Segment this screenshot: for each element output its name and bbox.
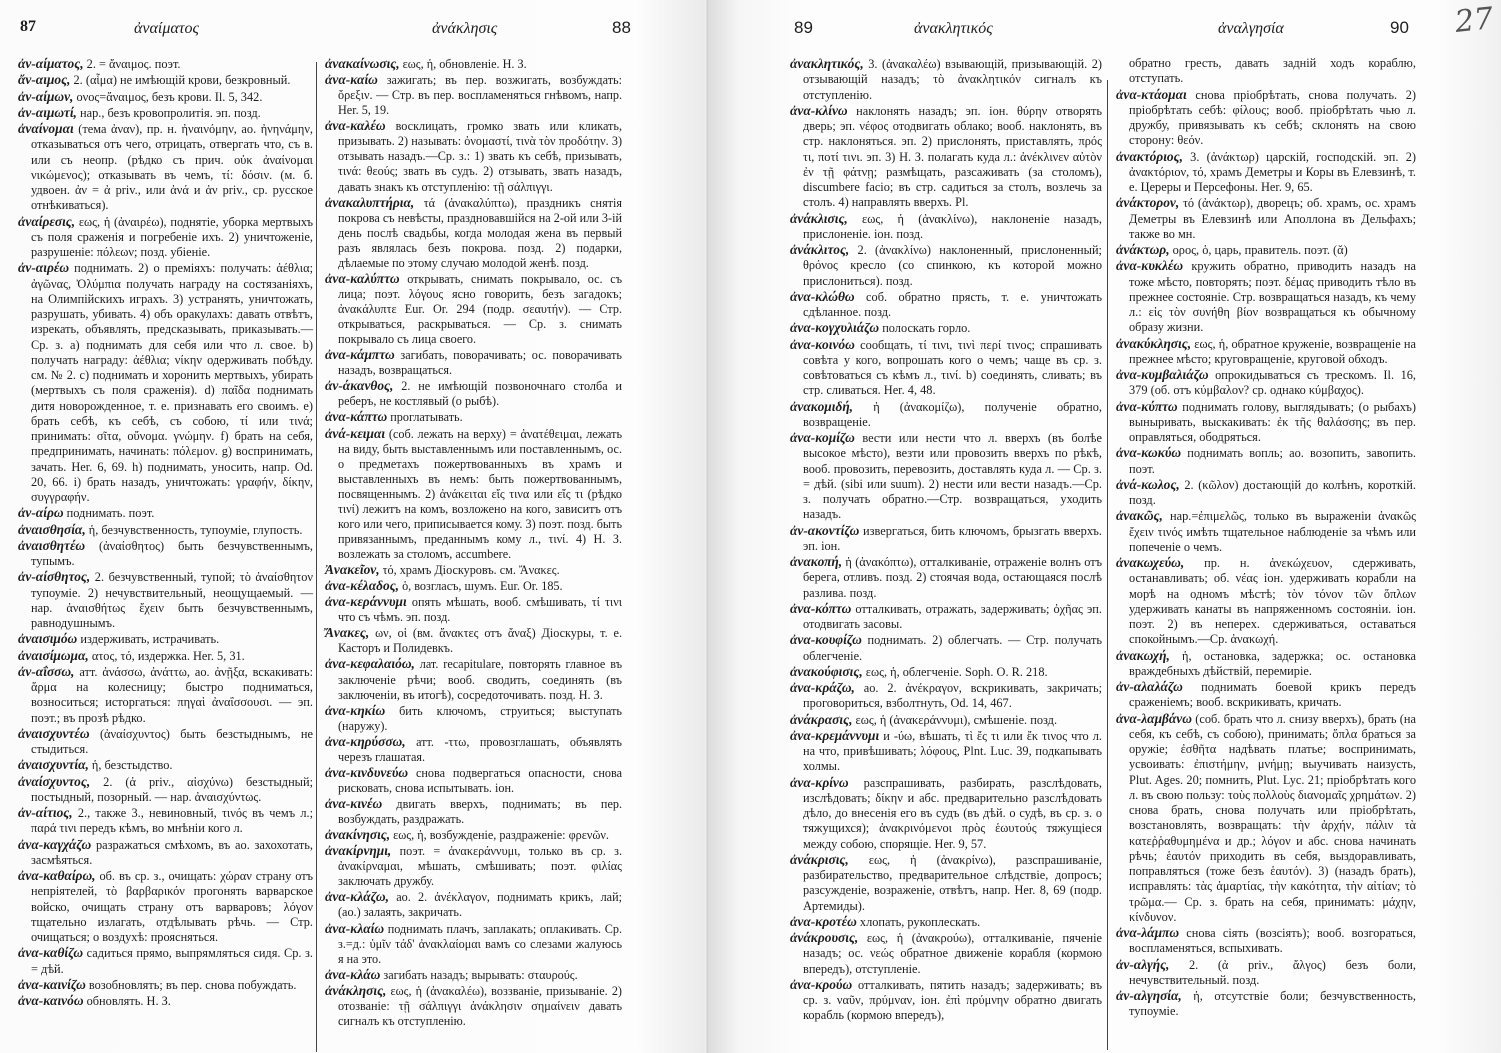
entry-definition: кружить обратно, приводить назадъ на тоже мѣсто, повторять; поэт. δέμας приводить тѣло въ прежнее состояніе. Стр. возвращаться назадъ, къ чему л.: εἰς τὸν συνήθη βίον возвращаться къ обычному образу жизни.: [1129, 259, 1416, 335]
entry-definition: εως, ἡ, обратное круженіе, возвращеніе на прежнее мѣсто; круговращеніе, круговой обходъ.: [1129, 336, 1416, 366]
entry-definition: вести или нести что л. вверхъ (въ болѣе высокое мѣсто), везти или провозить вверхъ по рѣкѣ, вооб. провозить, перевозить, доставлять куда л. — Ср. з. = дѣй. (sibi или suum). 2) нести или вести назадъ.—Ср. з. получать обратно.—Стр. возвращаться, уходить назадъ.: [803, 431, 1102, 522]
dictionary-entry: [18, 977, 313, 993]
dictionary-entry: [18, 121, 313, 214]
entry-definition: ἡ, остановка, задержка; ос. остановка враждебныхъ дѣйствій, перемиріе.: [1129, 648, 1416, 678]
entry-headword: ἀνάκλησις,: [325, 982, 387, 998]
entry-headword: ἀνα-κωκύω: [1116, 445, 1182, 461]
dictionary-entry: [18, 648, 313, 664]
entry-definition: бить ключомъ, струиться; выступать (наружу).: [338, 703, 622, 733]
dictionary-entry: [1116, 477, 1416, 509]
entry-definition: (ἀναίσθητος) быть безчувственнымъ, тупымъ.: [31, 538, 313, 568]
entry-definition: восклицать, громко звать или кликать, призывать. 2) называть: ὀνομαστί, τινὰ τὸν προδότην. 3) отзывать назадъ.—Ср. з.: 1) звать къ себѣ, призывать, τινά: θεούς; звать въ судъ. 2) отзывать, звать назадъ, давать знакъ къ отступленію: τῇ σάλπιγγι.: [338, 119, 622, 194]
dictionary-entry: [790, 664, 1102, 680]
dictionary-entry: [325, 656, 622, 702]
entry-headword: ἀνα-κομίζω: [790, 430, 855, 445]
dictionary-entry: [325, 562, 622, 578]
dictionary-entry: [1116, 711, 1416, 926]
entry-definition: и -ύω, вѣшать, τὶ ἔς τι или ἔκ τινος что л. на что, привѣшивать; λόφους, Plnt. Luc. 39, подкапывать холмы.: [803, 728, 1102, 774]
entry-definition: εως, ἡ (ἀνακρίνω), разспрашиваніе, разбирательство, предварительное слѣдствіе, допросъ; разсужденіе, возраженіе, отвѣтъ, напр. Her. 8, 69 (подр. Артемиды).: [803, 852, 1102, 913]
dictionary-entry: [18, 72, 313, 88]
entry-definition: зажигать; въ пер. возжигать, возбуждать: ὄρεξιν. — Стр. въ пер. воспламеняться гнѣвомъ, напр. Her. 5, 19.: [338, 73, 622, 118]
entry-definition: 2. (ἀ priv., αἰσχύνω) безстыдный; постыдный, позорный. — нар. ἀναισχύντως.: [31, 774, 313, 804]
dictionary-column-3: [790, 56, 1102, 1024]
entry-definition: снова подвергаться опасности, снова рисковать, снова испытывать. іон.: [338, 765, 622, 795]
entry-definition: опрокидываться съ трескомъ. Il. 16, 379 (об. отъ κύμβαλον? ср. однако κύμβαχος).: [1129, 368, 1416, 398]
dictionary-entry: [18, 757, 313, 773]
entry-headword: ἀνα-κυμβαλιάζω: [1116, 367, 1209, 382]
dictionary-entry: [325, 827, 622, 843]
guide-word: ἀναλγησία: [1218, 20, 1284, 37]
dictionary-entry: [18, 664, 313, 726]
entry-headword: ἀνάκρασις,: [790, 711, 853, 727]
entry-headword: ἀνακῶς,: [1116, 508, 1163, 524]
dictionary-entry: [18, 214, 313, 261]
dictionary-entry: [325, 765, 622, 796]
entry-headword: ἀναισχυντία,: [18, 757, 89, 773]
entry-headword: ἀν-αλγής,: [1116, 956, 1170, 972]
entry-headword: ἀν-αίμων,: [18, 88, 74, 104]
entry-definition: поэт. = ἀνακεράννυμι, только въ ср. з. ἀνακίρναμαι, мѣшать, смѣшивать; поэт. φιλίας заключать дружбу.: [338, 844, 622, 889]
dictionary-entry: [1116, 555, 1416, 648]
entry-headword: ἀνακοπή,: [790, 554, 843, 569]
entry-headword: ἀν-αλγησία,: [1116, 988, 1182, 1003]
entry-definition: полоскать горло.: [879, 321, 971, 336]
dictionary-entry: [790, 554, 1102, 601]
dictionary-entry: [790, 399, 1102, 431]
column-divider: [316, 62, 317, 1052]
entry-headword: ἀνακίνησις,: [325, 827, 391, 843]
dictionary-entry: [18, 260, 313, 505]
entry-headword: ἀν-άκανθος,: [325, 378, 394, 394]
dictionary-entry: [325, 195, 622, 271]
column-divider: [1107, 80, 1108, 1050]
entry-headword: ἀνα-κάμπτω: [325, 347, 395, 363]
entry-headword: ἀνα-λαμβάνω: [1116, 710, 1192, 726]
entry-definition: извергаться, бить ключомъ, брызгать вверхъ. эп. іон.: [803, 523, 1102, 553]
dictionary-entry: [18, 505, 313, 521]
dictionary-entry: [325, 921, 622, 967]
entry-definition: εως, ἡ (ἀνακαλέω), воззваніе, призываніе. 2) отозваніе: τῇ σάλπιγγι ἀνάκλησιν σημαίνειν давать сигналъ къ отступленію.: [338, 983, 622, 1028]
entry-headword: ἀνα-κλαίω: [325, 920, 385, 936]
guide-word: ἀνακλητικός: [914, 20, 993, 37]
entry-headword: ἀνα-κτάομαι: [1116, 86, 1187, 102]
entry-definition: поднимать. 2) облегчать. — Стр. получать облегченіе.: [803, 633, 1102, 663]
dictionary-entry: [18, 89, 313, 105]
dictionary-entry: [1116, 87, 1416, 149]
dictionary-entry: [325, 734, 622, 765]
guide-word: ἀναίματος: [134, 20, 199, 37]
dictionary-entry: [18, 726, 313, 758]
entry-headword: ἀνάκλισις,: [790, 210, 848, 226]
entry-headword: ἀνάκρισις,: [790, 851, 849, 867]
dictionary-column-2: [325, 56, 622, 1029]
dictionary-entry: [1116, 195, 1416, 242]
dictionary-entry: [790, 601, 1102, 633]
entry-headword: ἀνακαλυπτήρια,: [325, 194, 415, 210]
entry-headword: ἀνα-κογχυλιάζω: [790, 320, 880, 336]
dictionary-entry: [790, 211, 1102, 243]
entry-headword: ἀναισθησία,: [18, 521, 86, 537]
entry-definition: соб. обратно прясть, т. е. уничтожать сдѣланное. позд.: [803, 289, 1102, 319]
entry-headword: ἀνα-κρίνω: [790, 774, 849, 790]
entry-definition: 2., также 3., невиновный, τινός въ чемъ л.; παρά τινι передъ кѣмъ, во мнѣніи кого л.: [31, 806, 313, 836]
entry-headword: ἀνακωχή,: [1116, 647, 1170, 663]
entry-definition: τό (ἀνάκτωρ), дворецъ; об. храмъ, ос. храмъ Деметры въ Елевзинѣ или Аполлона въ Дельфахъ; также во мн.: [1129, 196, 1416, 241]
entry-headword: ἀναίσχυντος,: [18, 773, 91, 789]
dictionary-entry: [325, 889, 622, 920]
entry-definition: ἡ (ἀνακόπτω), отталкиваніе, отраженіе волнъ отъ берега, отливъ. позд. 2) стоячая вода, остающаяся послѣ разлива. позд.: [803, 555, 1102, 600]
entry-definition: загибать назадъ; вырывать: σταυρούς.: [380, 967, 578, 982]
dictionary-entry: [790, 289, 1102, 321]
dictionary-entry: [790, 712, 1102, 728]
entry-headword: ἀνα-κλάζω,: [325, 889, 389, 905]
entry-definition: (соб. лежать на верху) = ἀνατέθειμαι, лежать на виду, быть выставленнымъ или поставленнымъ, ос. о предметахъ пожертвованныхъ въ храмъ и выставленныхъ въ немъ: быть пожертвованнымъ, посвященнымъ. 2) ἀνάκειται εἴς τινα или εἴς τι (рѣдко τινί) лежитъ на комъ, возложено на кого, зависитъ отъ кого или чего, приписывается кому. 3) поэт. позд. быть привязаннымъ, преданнымъ кому л., τινί. 4) Н. З. возлежать за столомъ, accumbere.: [338, 426, 622, 561]
dictionary-entry: [790, 56, 1102, 103]
entry-headword: ἀνα-κινδυνεύω: [325, 764, 409, 780]
entry-definition: ао. 2. ἀνέκλαγον, поднимать крикъ, лай; (ао.) залаять, закричать.: [338, 890, 622, 920]
entry-definition: атт. -ττω, провозглашать, объявлять черезъ глашатая.: [338, 734, 622, 764]
entry-definition: снова сіять (возсіять); вооб. возгораться, воспламеняться, вспыхивать.: [1129, 926, 1416, 956]
entry-headword: ἀνά-κειμαι: [325, 425, 386, 441]
dictionary-entry: [325, 594, 622, 625]
dictionary-entry: [18, 569, 313, 631]
entry-headword: Ἀνακεῖον,: [325, 562, 380, 578]
entry-headword: ἀναισιμόω: [18, 631, 78, 647]
dictionary-entry: [18, 993, 313, 1009]
entry-headword: ἀν-ακοντίζω: [790, 522, 860, 538]
entry-definition: ὁ, возгласъ, шумъ. Eur. Or. 185.: [399, 579, 563, 594]
dictionary-column-4: [1116, 56, 1416, 1020]
dictionary-entry: [325, 271, 622, 347]
entry-headword: ἀνακίρνημι,: [325, 843, 392, 859]
entry-definition: 3. (ἀνακαλέω) взывающій, призывающій. 2) отзывающій назадъ; τὸ ἀνακλητικόν сигналъ къ отступленію.: [803, 57, 1102, 102]
entry-definition: снова пріобрѣтать, снова получать. 2) пріобрѣтать себѣ: φίλους; вооб. пріобрѣтать чью л. дружбу, привязывать къ себѣ; склонять на свою сторону: θεόν.: [1129, 87, 1416, 148]
entry-definition: εως, ἡ (ἀναιρέω), поднятіе, уборка мертвыхъ съ поля сраженія и погребеніе ихъ. 2) уничтоженіе, разрушеніе: πόλεων; позд. убіеніе.: [31, 214, 313, 259]
dictionary-entry: [1116, 242, 1416, 258]
dictionary-entry: [1116, 258, 1416, 335]
entry-definition: ἡ, безстыдство.: [88, 758, 173, 773]
dictionary-entry: [18, 538, 313, 570]
dictionary-entry: [790, 103, 1102, 211]
dictionary-entry: [790, 914, 1102, 930]
dictionary-entry: [790, 242, 1102, 289]
dictionary-entry: [790, 320, 1102, 336]
entry-headword: ἀν-αίτιος,: [18, 805, 73, 820]
entry-headword: ἀνα-λάμπω: [1116, 925, 1180, 940]
entry-definition: εως, ἡ (ἀνακεράννυμι), смѣшеніе. позд.: [852, 712, 1058, 727]
entry-headword: ἀνα-καθαίρω,: [18, 868, 96, 883]
dictionary-entry: [790, 728, 1102, 775]
entry-headword: ἀνάκλιτος,: [790, 242, 850, 257]
dictionary-entry: [325, 56, 622, 72]
entry-definition: поднимать плачъ, заплакать; оплакивать. Ср. з.=д.: ὑμῖν τάδ' ἀνακλαίομαι вамъ со слезами жалуюсь я на это.: [338, 921, 622, 966]
dictionary-entry: [325, 843, 622, 889]
entry-definition: ατος, τό, издержка. Her. 5, 31.: [88, 648, 245, 663]
entry-headword: ἀνα-καινίζω: [18, 976, 86, 992]
entry-definition: возобновлять; въ пер. снова побуждать.: [85, 977, 297, 992]
dictionary-column-1: [18, 56, 313, 1009]
entry-headword: ἀνα-καίω: [325, 72, 378, 88]
entry-headword: ἀν-αιμωτί,: [18, 104, 77, 120]
entry-definition: проглатывать.: [387, 410, 463, 425]
entry-definition: атт. ἀνάσσω, ἀνάττω, ао. ἀνῇξα, вскакивать: ἅρμα на колесницу; быстро подниматься, возноситься; исторгаться: πηγαὶ ἀναΐσσουσι. — эп. поэт.; въ прозѣ рѣдко.: [31, 664, 313, 725]
dictionary-entry: [1116, 399, 1416, 446]
dictionary-entry: [790, 680, 1102, 712]
dictionary-entry: [790, 775, 1102, 852]
dictionary-entry: [790, 930, 1102, 977]
entry-definition: (соб. брать что л. снизу вверхъ), брать (на себя, къ себѣ, съ собою), принимать; ὅπλα браться за оружіе; ἐσθῆτα надѣвать платье; воспринимать, усвоивать: ἐπιστήμην, μνήμῃ; выучивать наизусть, Plut. Ages. 20; помнить, Plut. Lyc. 21; пріобрѣтать кого л. въ свою пользу: τοὺς πολλοὺς διανομαῖς χρημάτων. 2) снова брать, снова получать или пріобрѣтать, возстановлять, возвращать: τὴν ἀρχήν, πάλιν τὰ κατεῤῥαθυμημένα и др.; λόγον и абс. снова начинать рѣчь; ἑαυτόν приходить въ себя, выздоравливать, поправляться (тоже безъ ἑαυτόν). 3) (назадъ брать), исправлять: τὰς ἁμαρτίας, τὴν κακότητα, τὴν αἰτίαν; τὸ τρῶμα.— Ср. з. брать на себя, принимать: μάχην, κίνδυνον.: [1129, 711, 1416, 924]
dictionary-entry: [1116, 988, 1416, 1020]
entry-headword: ἀνα-κέλαδος,: [325, 578, 400, 594]
entry-definition: хлопать, рукоплескать.: [856, 914, 981, 929]
page-number: 89: [794, 18, 813, 37]
entry-definition: (тема ἀναν), пр. н. ἠναινόμην, ао. ἠνηνάμην, отказываться отъ чего, отрицать, отвергать что, съ в. или съ неопр. (рѣдко съ прич. οὐκ ἀναίνομαι νικώμενος); отказывать въ чемъ, τί: δόσιν. (м. б. удвоен. ἀν = ἀ priv., или ἀνά и ἀν priv., ср. русское отнѣкиваться).: [31, 122, 313, 213]
entry-headword: ἀνα-κρεμάννυμι: [790, 727, 880, 743]
entry-headword: ἀνα-κροτέω: [790, 913, 857, 929]
dictionary-entry: [325, 983, 622, 1029]
entry-headword: ἀνα-κεράννυμι: [325, 594, 407, 610]
entry-definition: ων, οἱ (вм. ἄνακτες отъ ἄναξ) Діоскуры, т. е. Касторъ и Полидевкъ.: [338, 626, 622, 656]
dictionary-entry: [325, 967, 622, 983]
dictionary-entry: [325, 703, 622, 734]
entry-headword: ἀνα-κινέω: [325, 796, 383, 811]
entry-headword: ἀνα-κοινόω: [790, 336, 855, 352]
dictionary-entry: [1116, 149, 1416, 196]
entry-definition: издерживать, истрачивать.: [77, 632, 220, 647]
dictionary-entry: [790, 430, 1102, 523]
dictionary-entry: [325, 118, 622, 194]
entry-definition: двигать вверхъ, поднимать; въ пер. возбуждать, раздражать.: [338, 797, 622, 827]
entry-definition: 2. (ἀνακλίνω) наклоненный, прислоненный; θρόνος кресло (со спинкою, къ которой можно прислониться). позд.: [803, 243, 1102, 288]
dictionary-entry: [325, 378, 622, 409]
entry-definition: загибать, поворачивать; ос. поворачивать назадъ, возвращаться.: [338, 348, 622, 378]
entry-headword: ἀνα-κλώθω: [790, 288, 855, 304]
entry-headword: ἀναισθητέω: [18, 537, 86, 553]
entry-definition: наклонять назадъ; эп. іон. θύρην отворять дверь; эп. νέφος отодвигать облако; вооб. наклонять, въ стр. наклоняться. эп. 2) прислонять, приставлять, πρός τι, ποτί τινι. эп. 3) Н. З. полагать куда л.: ἀνέκλινεν αὐτὸν ἐν τῇ φάτνῃ; размѣщать, разсаживать (за столомъ), discumbere facio; въ стр. садиться за столъ, возлечь за столъ. 4) направлять вверхъ. Pl.: [803, 103, 1102, 210]
entry-headword: ἀνακύκλησις,: [1116, 335, 1192, 351]
entry-definition: ἡ, безчувственность, тупоумiе, глупость.: [85, 522, 303, 537]
entry-headword: ἀνα-καλέω: [325, 118, 386, 134]
entry-headword: ἀνάκτωρ,: [1116, 242, 1170, 257]
entry-definition: τά (ἀνακαλύπτω), праздникъ снятія покрова съ невѣсты, праздновавшійся на 2-ой или 3-ій день послѣ свадьбы, когда молодая жена въ первый разъ являлась безъ покрова. позд. 2) подарки, дѣлаемые по этому случаю молодой женѣ. позд.: [338, 195, 622, 270]
dictionary-entry: [325, 578, 622, 594]
dictionary-entry: [1116, 56, 1416, 87]
entry-definition: εως, ἡ, облегченіе. Soph. O. R. 218.: [862, 664, 1048, 679]
dictionary-entry: [325, 409, 622, 425]
entry-headword: ἀναίρεσις,: [18, 213, 76, 229]
entry-headword: ἀνακλητικός,: [790, 56, 864, 71]
page-number: 88: [612, 18, 631, 37]
entry-definition: садиться прямо, выпрямляться сидя. Ср. з. = дѣй.: [31, 946, 313, 976]
entry-headword: ἀν-αίματος,: [18, 56, 84, 71]
entry-headword: ἀναισχυντέω: [18, 725, 90, 741]
entry-definition: εως, ἡ, обновленіе. Н. З.: [399, 57, 527, 71]
dictionary-entry: [18, 805, 313, 837]
entry-definition: 2. (κῶλον) достающій до колѣнъ, короткій. позд.: [1129, 477, 1416, 507]
entry-definition: ἡ, отсутствіе боли; безчувственность, тупоумiе.: [1129, 989, 1416, 1019]
dictionary-entry: [325, 796, 622, 827]
dictionary-entry: [18, 774, 313, 806]
entry-headword: ἀνα-κουφίζω: [790, 632, 862, 648]
entry-headword: ἀνα-καινόω: [18, 993, 84, 1008]
entry-definition: 2. = ἄναιμος. поэт.: [83, 57, 181, 71]
entry-headword: ἀνακομιδή,: [790, 398, 854, 414]
entry-headword: ἀνα-κύπτω: [1116, 398, 1178, 414]
dictionary-entry: [790, 523, 1102, 555]
entry-definition: нар., безъ кровопролитія. эп. позд.: [76, 105, 261, 120]
entry-definition: открывать, снимать покрывало, ос. съ лица; поэт. λόγους ясно говорить, безъ загадокъ; ἀνακάλυπτε Eur. Or. 294 (подр. σεαυτήν). — Стр. открываться, раскрываться. — Ср. з. снимать покрывало съ лица своего.: [338, 271, 622, 347]
dictionary-entry: [1116, 679, 1416, 711]
entry-headword: ἀνα-κυκλέω: [1116, 258, 1184, 274]
dictionary-entry: [18, 631, 313, 647]
dictionary-entry: [790, 977, 1102, 1024]
dictionary-entry: [18, 837, 313, 869]
entry-definition: ορος, ὁ, царь, правитель. поэт. (ᾰ): [1169, 243, 1348, 257]
dictionary-entry: [1116, 925, 1416, 957]
entry-definition: 3. (ἀνάκτωρ) царскій, господскій. эп. 2) ἀνακτόριον, τό, храмъ Деметры и Коры въ Елевзинѣ, т. е. Цереры и Персефоны. Her. 9, 65.: [1129, 149, 1416, 194]
dictionary-entry: [790, 852, 1102, 914]
dictionary-entry: [18, 868, 313, 945]
entry-headword: ἀνα-κηκίω: [325, 702, 386, 718]
entry-headword: ἄν-αιμος,: [18, 72, 71, 88]
entry-definition: 2. не имѣющій позвоночнаго столба и реберъ, не костлявый (о рыбѣ).: [338, 379, 622, 409]
entry-headword: ἀνάκτορον,: [1116, 195, 1180, 211]
entry-headword: ἀν-αίσθητος,: [18, 569, 91, 585]
dictionary-entry: [1116, 957, 1416, 989]
entry-headword: ἀνα-κηρύσσω,: [325, 733, 406, 749]
dictionary-entry: [790, 632, 1102, 664]
entry-definition: об. въ ср. з., очищать: χώραν страну отъ непріятелей, τὸ βαρβαρικόν прогонять варварское войско, очищать страну отъ варваровъ; λόγον тщательно излагать, отдѣлывать рѣчь. — Стр. очищаться; о воздухѣ: проясняться.: [31, 869, 313, 944]
dictionary-entry: [1116, 336, 1416, 368]
dictionary-entry: [325, 347, 622, 378]
left-page: [0, 0, 708, 1053]
dictionary-entry: [325, 72, 622, 118]
entry-definition: εως, ἡ, возбужденіе, раздраженіе: φρενῶν.: [390, 828, 609, 843]
entry-headword: ἀνα-καθίζω: [18, 945, 84, 961]
entry-headword: ἀνακαίνωσις,: [325, 56, 400, 71]
entry-headword: ἀνακωχεύω,: [1116, 555, 1185, 570]
entry-definition: опять мѣшать, вооб. смѣшивать, τί τινι что съ чѣмъ. эп. позд.: [338, 595, 622, 625]
entry-headword: ἀνα-κάπτω: [325, 409, 388, 425]
entry-definition: (ἀναίσχυντος) быть безстыднымъ, не стыдиться.: [31, 726, 313, 756]
entry-definition: разспрашивать, разбирать, разслѣдовать, изслѣдовать; δίκην и абс. предварительно разслѣдовать дѣло, до внесенія его въ судъ (въ дѣй. о судѣ, въ ср. з. о тяжущихся); ἀνακρινόμενοι πρὸς ἑωυτούς тяжущіеся между собою, спорящіе. Her. 9, 57.: [803, 775, 1102, 851]
dictionary-entry: [18, 105, 313, 121]
entry-definition: ονος=ἄναιμος, безъ крови. Il. 5, 342.: [73, 89, 263, 104]
entry-definition: обновлять. Н. З.: [83, 994, 171, 1008]
entry-definition: 2. (αἷμα) не имѣющій крови, безкровный.: [70, 73, 291, 88]
dictionary-entry: [325, 625, 622, 656]
entry-headword: ἀνα-κρούω: [790, 976, 853, 992]
entry-definition: εως, ἡ (ἀνακρούω), отталкиваніе, пяченіе назадъ; ос. νεώς обратное движеніе корабля (кормою впередъ), отступленіе.: [803, 931, 1102, 976]
entry-headword: ἀνα-κράζω,: [790, 680, 855, 695]
entry-headword: ἀνά-κωλος,: [1116, 476, 1180, 492]
dictionary-entry: [18, 945, 313, 977]
entry-headword: ἀνα-καλύπτω: [325, 270, 400, 286]
entry-headword: ἀνάκρουσις,: [790, 930, 859, 945]
entry-headword: ἀν-αΐσσω,: [18, 663, 75, 679]
entry-definition: лат. recapitulare, повторять главное въ заключеніе рѣчи; вооб. сводить, соединять (въ заключеніи, въ итогѣ), сосредоточивать. позд. Н. З.: [338, 657, 622, 702]
entry-definition: сообщать, τί τινι, τινὶ περί τινος; спрашивать совѣта у кого, вопрошать кого о чемъ; чаще въ ср. з. совѣтоваться съ кѣмъ л., τινί. b) соединять, сливать; въ стр. сливаться. Her. 4, 48.: [803, 337, 1102, 398]
dictionary-entry: [18, 522, 313, 538]
page-number: 90: [1390, 18, 1409, 37]
entry-definition: нар.=ἐπιμελῶς, только въ выраженіи ἀνακῶς ἔχειν τινός имѣть тщательное наблюденіе за чѣмъ или попеченіе о чемъ.: [1129, 509, 1416, 554]
entry-definition: разражаться смѣхомъ, въ ао. захохотать, засмѣяться.: [31, 837, 313, 867]
entry-definition: ао. 2. ἀνέκραγον, вскрикивать, закричать; проговориться, взболтнуть, Od. 14, 467.: [803, 681, 1102, 711]
entry-headword: ἀνα-καγχάζω: [18, 836, 92, 852]
guide-word: ἀνάκλησις: [432, 20, 498, 37]
entry-headword: ἀνακτόριος,: [1116, 148, 1183, 164]
entry-headword: ἀνα-κλίνω: [790, 102, 848, 118]
entry-definition: обратно гресть, давать задній ходъ кораблю, отступать.: [1129, 56, 1416, 86]
entry-definition: εως, ἡ (ἀνακλίνω), наклоненіе назадъ, прислоненіе. іон. позд.: [803, 211, 1102, 241]
entry-definition: отталкивать, отражать, задерживать; ὀχῆας эп. отодвигать засовы.: [803, 601, 1102, 631]
entry-definition: поднимать вопль; ао. возопить, завопить. поэт.: [1129, 446, 1416, 476]
handwritten-mark: 27: [1453, 1, 1495, 40]
entry-definition: пр. н. ἀνεκώχευον, сдерживать, останавливать; об. νέας іон. удерживать корабли на морѣ на одномъ мѣстѣ; τὸν τόνον τῶν ὅπλων удерживать канаты въ напряженномъ состояніи. іон. поэт. 2) въ неперех. сдерживаться, оставаться спокойнымъ.—Ср. ἀνακωχή.: [1129, 556, 1416, 647]
entry-headword: ἀναισίμωμα,: [18, 647, 89, 663]
dictionary-entry: [325, 426, 622, 563]
entry-definition: 2. (ἀ priv., ἄλγος) безъ боли, нечувствительный. позд.: [1129, 957, 1416, 987]
entry-definition: поднимать. 2) о преміяхъ: получать: ἀέθλια; ἀγῶνας, Ὀλύμπια получать награду на состязаніяхъ, на Олимпійскихъ играхъ. 3) устранять, уничтожать, разрушать, убивать. 4) объ оракулахъ: давать отвѣтъ, изрекать, объявлять, предсказывать, приказывать.—Ср. з. a) поднимать для себя или что л. свое. b) получать награду: ἀέθλια; νίκην одерживать побѣду. см. № 2. c) поднимать и хоронить мертвыхъ, убирать (мертвыхъ съ поля сраженія). d) παῖδα поднимать дитя новорожденное, т. е. признавать его своимъ. e) брать себѣ, къ себѣ, съ собою, τί или τινά; принимать: σῖτα, οὔνομα. γνώμην. f) брать на себя, предпринимать, начинать: πόλεμον. g) воспринимать, зачать. Her. 6, 69. h) поднимать, уносить, напр. Od. 20, 66. i) брать назадъ, уничтожать: γραφήν, δίκην, συγγραφήν.: [31, 261, 313, 504]
entry-definition: τό, храмъ Діоскуровъ. см. Ἄνακες.: [379, 563, 560, 578]
dictionary-entry: [1116, 445, 1416, 477]
entry-headword: ἀνα-κλάω: [325, 966, 381, 982]
entry-definition: ἡ (ἀνακομίζω), полученіе обратно, возвращеніе.: [803, 399, 1102, 429]
dictionary-entry: [790, 337, 1102, 399]
entry-headword: ἀνακούφισις,: [790, 663, 863, 679]
entry-definition: поднимать. поэт.: [63, 506, 155, 521]
page-number: 87: [20, 18, 36, 35]
entry-definition: поднимать голову, выглядывать; (о рыбахъ) выныривать, выскакивать: ἐκ τῆς θαλάσσης; въ пер. оправляться, ободряться.: [1129, 399, 1416, 444]
entry-headword: ἀναίνομαι: [18, 121, 74, 136]
entry-headword: ἀνα-κόπτω: [790, 600, 852, 616]
entry-definition: поднимать боевой крикъ передъ сраженіемъ; вооб. вскрикивать, кричать.: [1129, 680, 1416, 710]
entry-headword: ἀν-αίρω: [18, 505, 64, 521]
entry-headword: Ἄνακες,: [325, 625, 370, 641]
entry-definition: отталкивать, пятить назадъ; задерживать; въ ср. з. ναῦν, πρύμναν, іон. ἐπὶ πρύμνην обратно двигать корабль (кормою впередъ),: [803, 977, 1102, 1023]
entry-definition: 2. безчувственный, тупой; τὸ ἀναίσθητον тупоумiе. 2) нечувствительный, неощущаемый. — нар. ἀναισθήτως ἔχειν быть безчувственнымъ, равнодушнымъ.: [31, 570, 313, 630]
dictionary-entry: [1116, 367, 1416, 399]
entry-headword: ἀνα-κεφαλαιόω,: [325, 656, 415, 672]
entry-headword: ἀν-αλαλάζω: [1116, 679, 1183, 694]
dictionary-entry: [18, 56, 313, 72]
dictionary-entry: [1116, 648, 1416, 680]
dictionary-entry: [1116, 508, 1416, 555]
entry-headword: ἀν-αιρέω: [18, 260, 70, 276]
